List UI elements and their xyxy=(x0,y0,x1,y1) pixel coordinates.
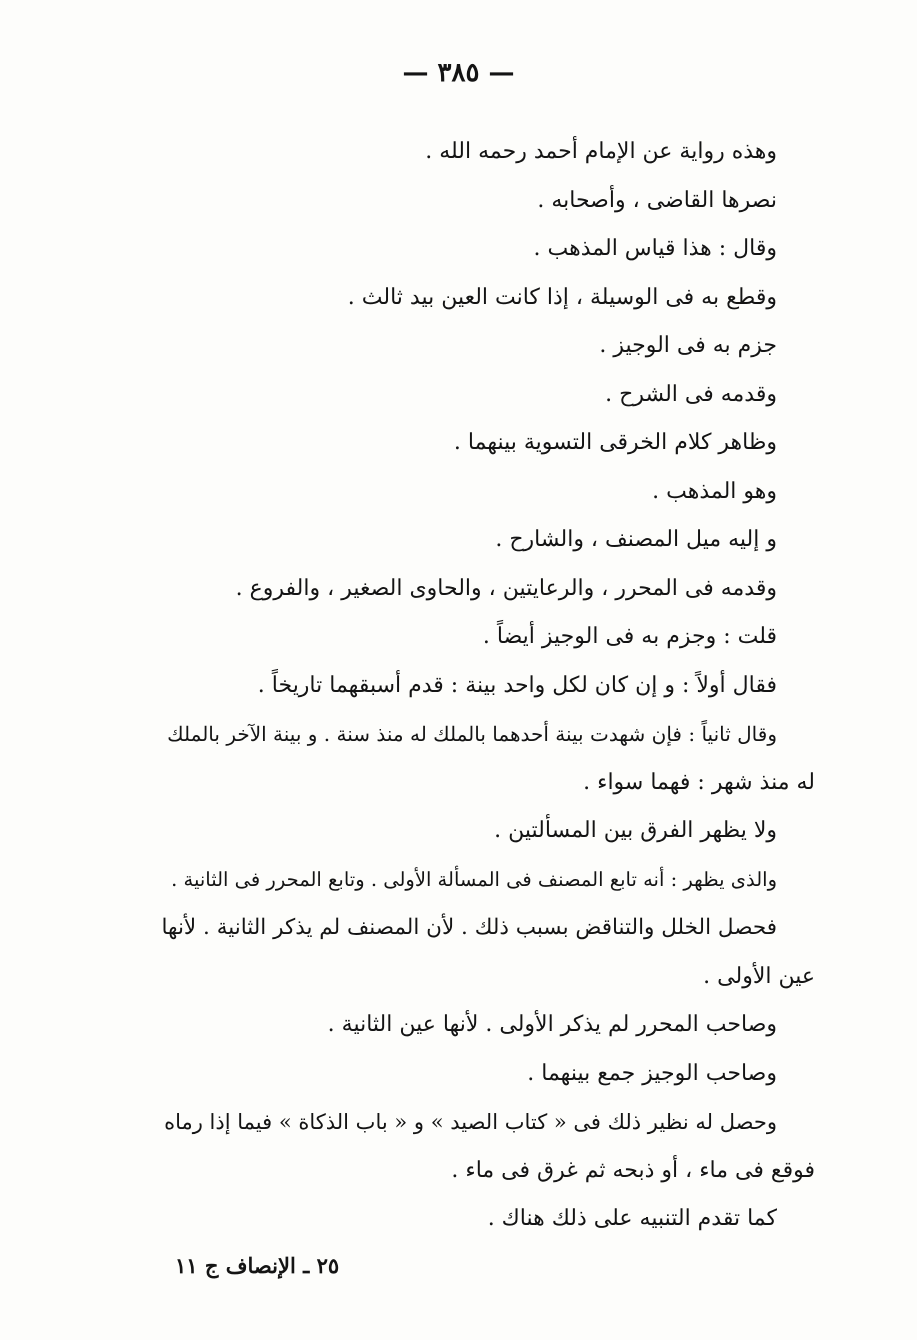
text-line: وقال : هذا قياس المذهب . xyxy=(533,236,777,261)
text-line: وظاهر كلام الخرقى التسوية بينهما . xyxy=(453,430,777,455)
text-line: و إليه ميل المصنف ، والشارح . xyxy=(495,527,777,552)
text-line: وقدمه فى المحرر ، والرعايتين ، والحاوى الصغير ، والفروع . xyxy=(235,575,777,601)
text-line: وقدمه فى الشرح . xyxy=(605,381,777,407)
text-line: وهو المذهب . xyxy=(652,478,777,504)
text-line: قلت : وجزم به فى الوجيز أيضاً . xyxy=(482,624,777,649)
text-line: وقطع به فى الوسيلة ، إذا كانت العين بيد ثالث . xyxy=(347,284,777,310)
footer-signature: ٢٥ ـ الإنصاف ج ١١ xyxy=(175,1253,340,1278)
text-line: كما تقدم التنبيه على ذلك هناك . xyxy=(487,1206,777,1231)
text-line: له منذ شهر : فهما سواء . xyxy=(583,769,815,795)
text-line: فقال أولاً : و إن كان لكل واحد بينة : قدم أسبقهما تاريخاً . xyxy=(257,672,777,698)
body-text xyxy=(160,128,815,1244)
text-line: ولا يظهر الفرق بين المسألتين . xyxy=(494,818,777,843)
text-line: نصرها القاضى ، وأصحابه . xyxy=(537,187,777,213)
text-line: وحصل له نظير ذلك فى « كتاب الصيد » و « باب الذكاة » فيما إذا رماه xyxy=(164,1110,777,1134)
text-line: وهذه رواية عن الإمام أحمد رحمه الله . xyxy=(425,139,777,164)
text-line: جزم به فى الوجيز . xyxy=(599,333,777,358)
text-line: وصاحب المحرر لم يذكر الأولى . لأنها عين الثانية . xyxy=(327,1012,777,1037)
text-line: وقال ثانياً : فإن شهدت بينة أحدهما بالملك له منذ سنة . و بينة الآخر بالملك xyxy=(167,722,777,746)
text-line: فحصل الخلل والتناقض بسبب ذلك . لأن المصنف لم يذكر الثانية . لأنها xyxy=(161,915,777,940)
text-line: عين الأولى . xyxy=(703,963,815,989)
page-number: — ٣٨٥ — xyxy=(402,58,515,88)
text-line: والذى يظهر : أنه تابع المصنف فى المسألة الأولى . وتابع المحرر فى الثانية . xyxy=(171,867,777,891)
text-line: فوقع فى ماء ، أو ذبحه ثم غرق فى ماء . xyxy=(451,1157,815,1183)
text-line: وصاحب الوجيز جمع بينهما . xyxy=(527,1060,777,1086)
